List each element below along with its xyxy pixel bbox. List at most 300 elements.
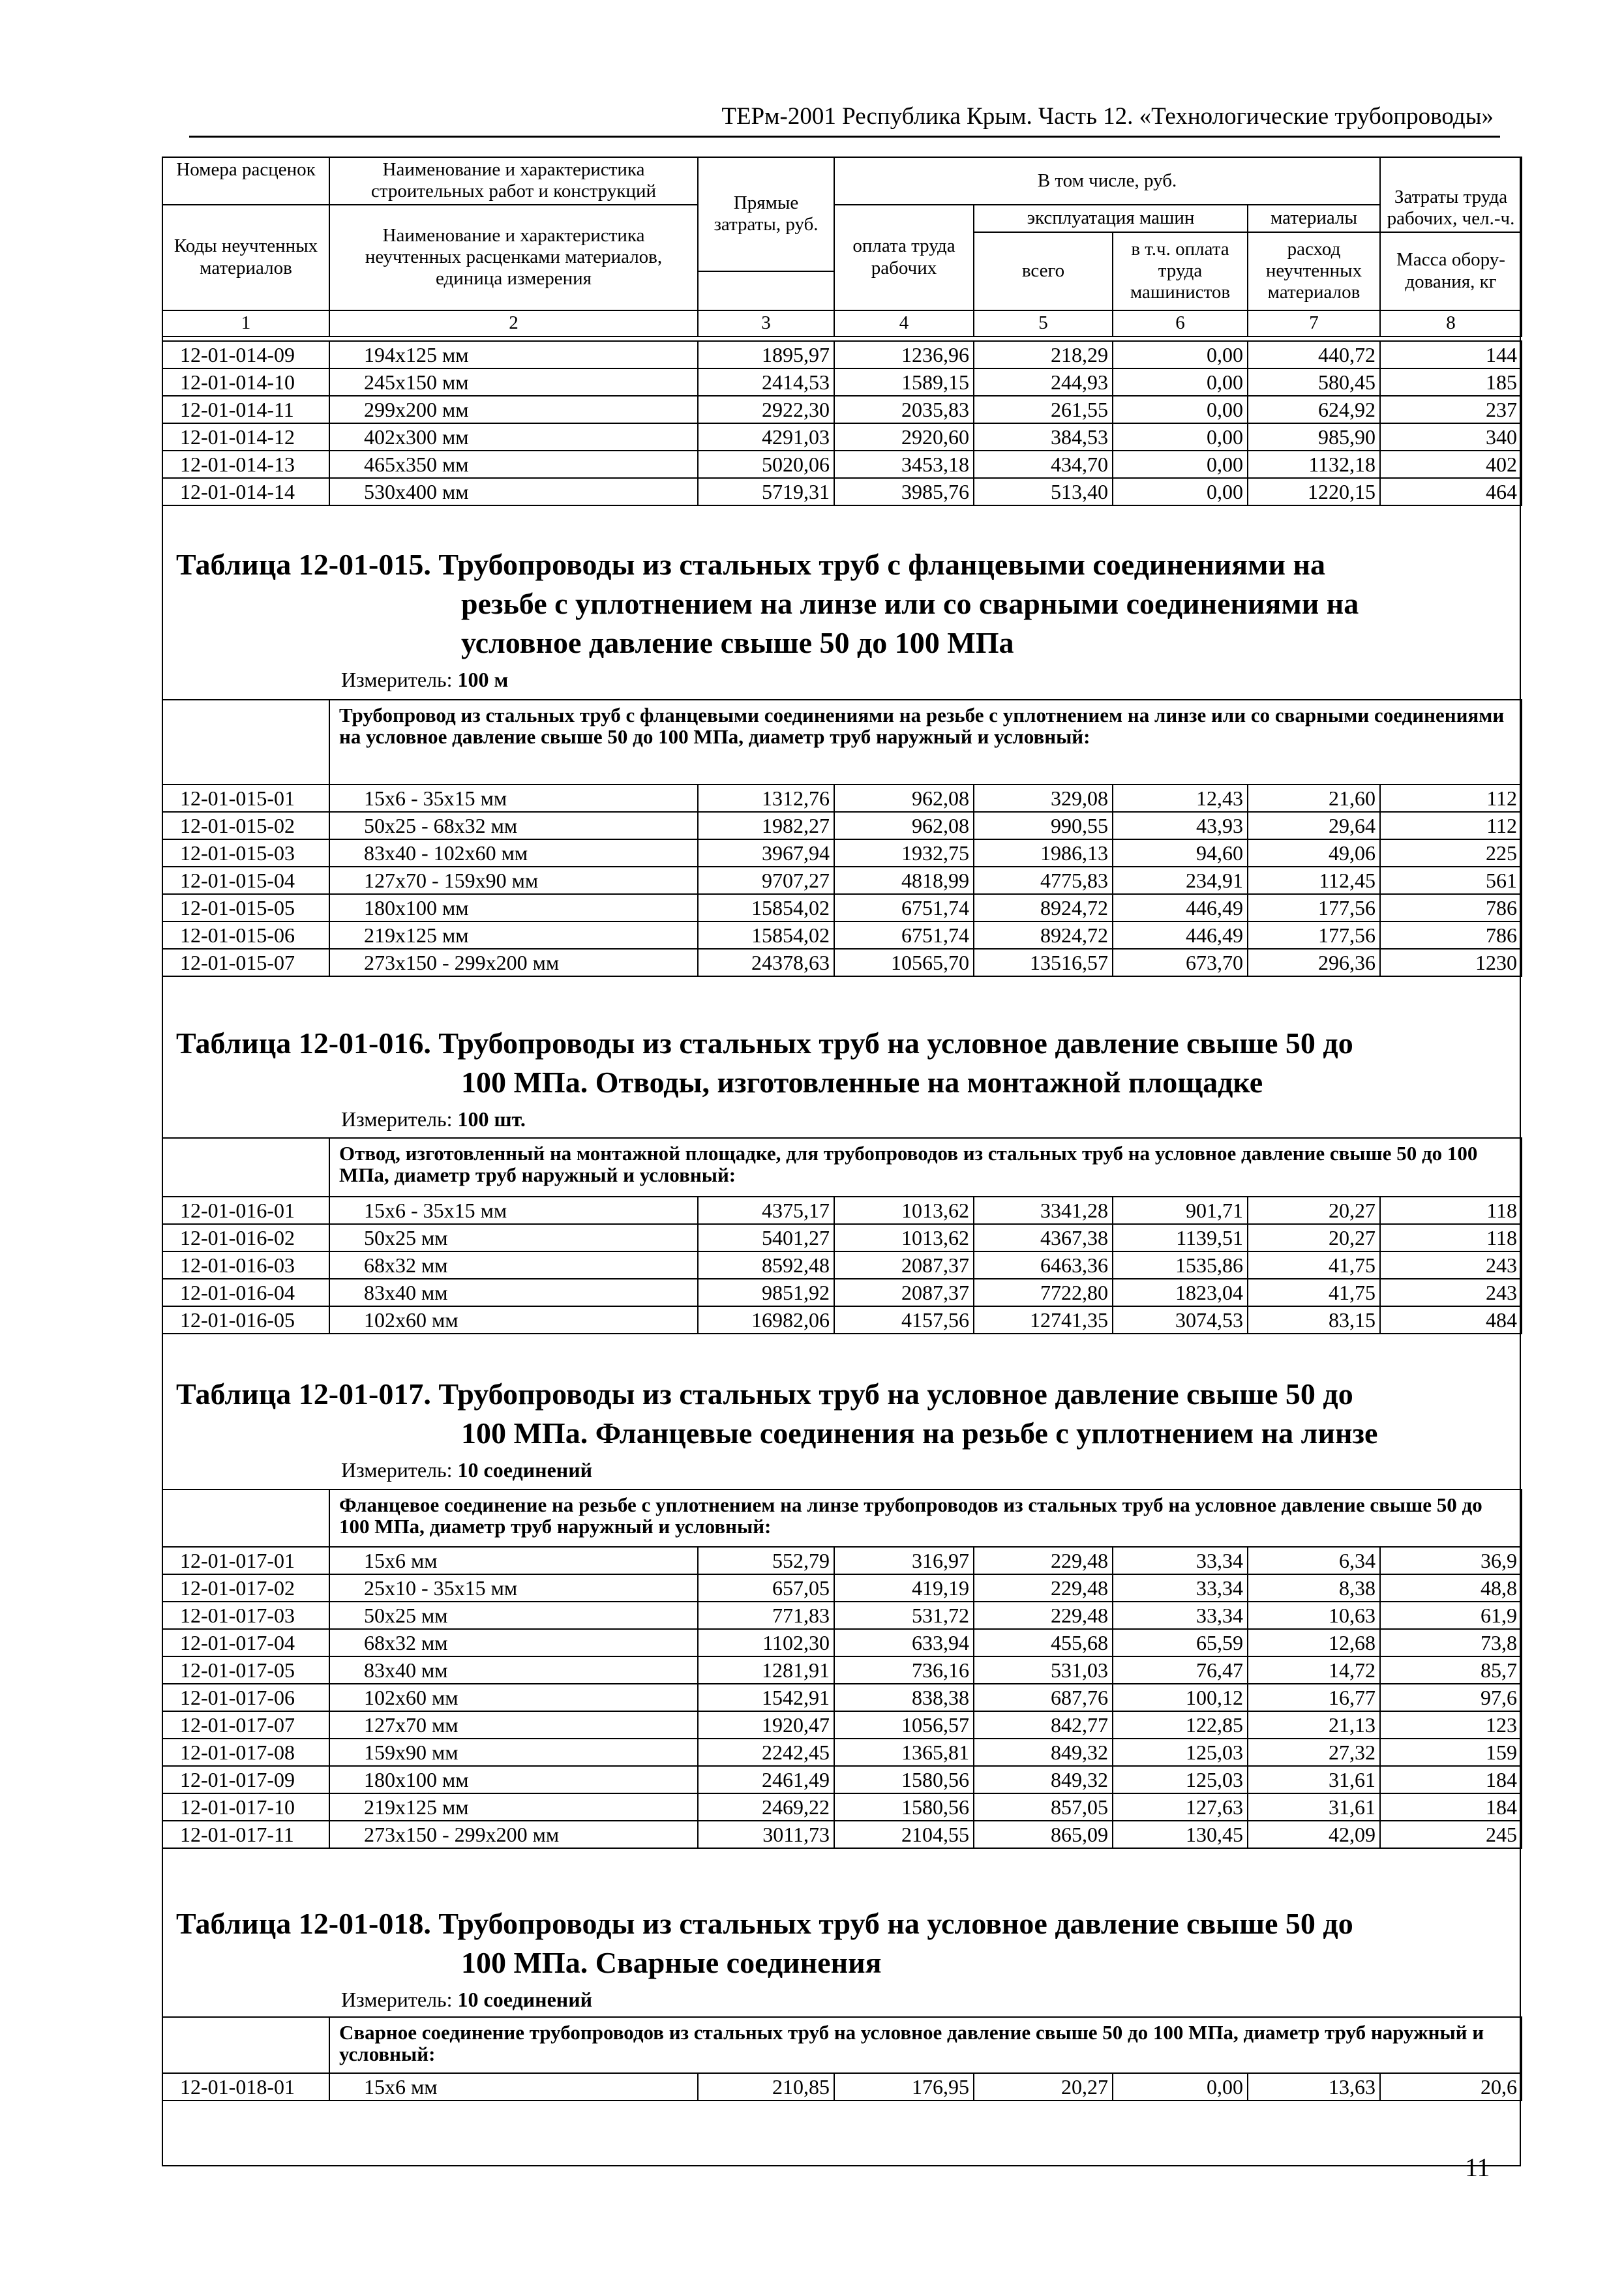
direct-costs-cell: 657,05 — [698, 1574, 834, 1602]
section-title — [176, 545, 1507, 663]
rate-code-cell: 12-01-014-09 — [162, 341, 329, 368]
work-name-cell: 68x32 мм — [329, 1629, 698, 1656]
rate-code-cell: 12-01-015-04 — [162, 867, 329, 894]
table-row — [162, 1197, 1522, 1224]
section-12-01-015 — [176, 545, 1507, 692]
labor-costs-cell: 243 — [1380, 1251, 1522, 1279]
section-title — [176, 1375, 1507, 1453]
section-title-line: Таблица 12-01-017. Трубопроводы из стальных труб на условное давление свыше 50 до — [176, 1377, 1353, 1411]
materials-cell: 21,13 — [1248, 1711, 1380, 1739]
driver-pay-cell: 0,00 — [1113, 2073, 1248, 2101]
table-row — [162, 1821, 1522, 1848]
machines-total-cell: 857,05 — [974, 1793, 1113, 1821]
worker-pay-cell: 4157,56 — [834, 1306, 974, 1334]
name-materials-header: Наименование и характеристика неучтенных расценками материалов, единица измерения — [329, 205, 698, 310]
direct-costs-header-spacer — [698, 271, 834, 310]
section-title-line: Таблица 12-01-018. Трубопроводы из стальных труб на условное давление свыше 50 до — [176, 1907, 1353, 1940]
work-name-cell: 465x350 мм — [329, 451, 698, 478]
labor-costs-cell: 184 — [1380, 1766, 1522, 1793]
work-name-cell: 83x40 мм — [329, 1656, 698, 1684]
measure-value: 100 шт. — [457, 1107, 526, 1131]
driver-pay-cell: 901,71 — [1113, 1197, 1248, 1224]
rate-code-cell: 12-01-015-01 — [162, 785, 329, 812]
table-description: Трубопровод из стальных труб с фланцевыми соединениями на резьбе с уплотнением на линзе или со сварными соединениями на условное давление свыше 50 до 100 МПа, диаметр труб наружный и условный: — [329, 700, 1522, 785]
section-title — [176, 1904, 1507, 1982]
worker-pay-cell: 1580,56 — [834, 1766, 974, 1793]
driver-pay-cell: 33,34 — [1113, 1602, 1248, 1629]
work-name-cell: 219x125 мм — [329, 921, 698, 949]
labor-costs-cell: 184 — [1380, 1793, 1522, 1821]
table-row — [162, 1602, 1522, 1629]
driver-pay-cell: 33,34 — [1113, 1547, 1248, 1574]
measure-value: 100 м — [457, 668, 509, 691]
table-row — [162, 1766, 1522, 1793]
table-row — [162, 1793, 1522, 1821]
labor-costs-cell: 97,6 — [1380, 1684, 1522, 1711]
worker-pay-cell: 3985,76 — [834, 478, 974, 505]
direct-costs-header: Прямые затраты, руб. — [698, 157, 834, 271]
section-title-line: условное давление свыше 50 до 100 МПа — [461, 626, 1014, 659]
table-row — [162, 451, 1522, 478]
machines-total-cell: 218,29 — [974, 341, 1113, 368]
section-title — [176, 1024, 1507, 1102]
driver-pay-cell: 446,49 — [1113, 921, 1248, 949]
machines-total-cell: 8924,72 — [974, 921, 1113, 949]
direct-costs-cell: 2461,49 — [698, 1766, 834, 1793]
driver-pay-cell: 446,49 — [1113, 894, 1248, 921]
worker-pay-cell: 1236,96 — [834, 341, 974, 368]
table-row — [162, 1684, 1522, 1711]
worker-pay-cell: 2920,60 — [834, 423, 974, 451]
description-code-cell — [162, 1138, 329, 1197]
direct-costs-cell: 9707,27 — [698, 867, 834, 894]
rate-code-cell: 12-01-017-09 — [162, 1766, 329, 1793]
work-name-cell: 102x60 мм — [329, 1306, 698, 1334]
table-12-01-017 — [162, 1489, 1522, 1849]
worker-pay-cell: 962,08 — [834, 785, 974, 812]
table-description: Сварное соединение трубопроводов из стальных труб на условное давление свыше 50 до 100 МПа, диаметр труб наружный и условный: — [329, 2017, 1522, 2073]
section-title-line: 100 МПа. Сварные соединения — [461, 1946, 882, 1979]
driver-pay-cell: 0,00 — [1113, 341, 1248, 368]
labor-costs-cell: 36,9 — [1380, 1547, 1522, 1574]
rate-numbers-header: Номера расценок — [162, 157, 329, 205]
driver-pay-cell: 130,45 — [1113, 1821, 1248, 1848]
direct-costs-cell: 16982,06 — [698, 1306, 834, 1334]
table-row — [162, 396, 1522, 423]
machines-total-cell: 384,53 — [974, 423, 1113, 451]
direct-costs-cell: 5719,31 — [698, 478, 834, 505]
direct-costs-cell: 24378,63 — [698, 949, 834, 976]
materials-cell: 580,45 — [1248, 368, 1380, 396]
worker-pay-cell: 3453,18 — [834, 451, 974, 478]
rate-code-cell: 12-01-015-03 — [162, 839, 329, 867]
work-name-cell: 194x125 мм — [329, 341, 698, 368]
rate-code-cell: 12-01-017-08 — [162, 1739, 329, 1766]
direct-costs-cell: 210,85 — [698, 2073, 834, 2101]
labor-costs-cell: 237 — [1380, 396, 1522, 423]
machines-total-header: всего — [974, 232, 1113, 310]
rate-code-cell: 12-01-014-12 — [162, 423, 329, 451]
driver-pay-cell: 65,59 — [1113, 1629, 1248, 1656]
direct-costs-cell: 4291,03 — [698, 423, 834, 451]
machines-total-cell: 261,55 — [974, 396, 1113, 423]
rate-code-cell: 12-01-017-07 — [162, 1711, 329, 1739]
rate-code-cell: 12-01-016-02 — [162, 1224, 329, 1251]
table-row — [162, 949, 1522, 976]
direct-costs-cell: 1542,91 — [698, 1684, 834, 1711]
worker-pay-cell: 838,38 — [834, 1684, 974, 1711]
machines-total-cell: 455,68 — [974, 1629, 1113, 1656]
worker-pay-header: оплата труда рабочих — [834, 205, 974, 310]
unaccounted-materials-header: расход неучтенных материалов — [1248, 232, 1380, 310]
worker-pay-cell: 531,72 — [834, 1602, 974, 1629]
section-12-01-017 — [176, 1375, 1507, 1482]
materials-cell: 31,61 — [1248, 1766, 1380, 1793]
column-number: 2 — [329, 310, 698, 337]
work-name-cell: 127x70 - 159x90 мм — [329, 867, 698, 894]
table-row — [162, 921, 1522, 949]
materials-cell: 12,68 — [1248, 1629, 1380, 1656]
table-row — [162, 478, 1522, 505]
driver-pay-cell: 1823,04 — [1113, 1279, 1248, 1306]
rate-code-cell: 12-01-014-10 — [162, 368, 329, 396]
column-number: 8 — [1380, 310, 1522, 337]
driver-pay-header: в т.ч. оплата труда машинистов — [1113, 232, 1248, 310]
direct-costs-cell: 15854,02 — [698, 894, 834, 921]
materials-cell: 1132,18 — [1248, 451, 1380, 478]
work-name-cell: 180x100 мм — [329, 1766, 698, 1793]
materials-cell: 440,72 — [1248, 341, 1380, 368]
including-header: В том числе, руб. — [834, 157, 1380, 205]
table-row — [162, 1306, 1522, 1334]
table-description: Отвод, изготовленный на монтажной площадке, для трубопроводов из стальных труб на условное давление свыше 50 до 100 МПа, диаметр труб наружный и условный: — [329, 1138, 1522, 1197]
labor-costs-cell: 561 — [1380, 867, 1522, 894]
rate-code-cell: 12-01-014-13 — [162, 451, 329, 478]
worker-pay-cell: 1580,56 — [834, 1793, 974, 1821]
table-row — [162, 423, 1522, 451]
worker-pay-cell: 962,08 — [834, 812, 974, 839]
machines-total-cell: 244,93 — [974, 368, 1113, 396]
direct-costs-cell: 771,83 — [698, 1602, 834, 1629]
driver-pay-cell: 100,12 — [1113, 1684, 1248, 1711]
worker-pay-cell: 1013,62 — [834, 1224, 974, 1251]
work-name-cell: 402x300 мм — [329, 423, 698, 451]
direct-costs-cell: 9851,92 — [698, 1279, 834, 1306]
work-name-cell: 273x150 - 299x200 мм — [329, 949, 698, 976]
table-description: Фланцевое соединение на резьбе с уплотнением на линзе трубопроводов из стальных труб на условное давление свыше 50 до 100 МПа, диаметр труб наружный и условный: — [329, 1489, 1522, 1547]
measure-label: Измеритель: — [341, 1458, 453, 1482]
direct-costs-cell: 1102,30 — [698, 1629, 834, 1656]
machines-total-cell: 3341,28 — [974, 1197, 1113, 1224]
labor-costs-cell: 20,6 — [1380, 2073, 1522, 2101]
worker-pay-cell: 2104,55 — [834, 1821, 974, 1848]
worker-pay-cell: 316,97 — [834, 1547, 974, 1574]
rate-code-cell: 12-01-015-02 — [162, 812, 329, 839]
worker-pay-cell: 1365,81 — [834, 1739, 974, 1766]
labor-costs-cell: 464 — [1380, 478, 1522, 505]
driver-pay-cell: 12,43 — [1113, 785, 1248, 812]
direct-costs-cell: 2414,53 — [698, 368, 834, 396]
work-name-cell: 25x10 - 35x15 мм — [329, 1574, 698, 1602]
materials-cell: 6,34 — [1248, 1547, 1380, 1574]
labor-costs-cell: 225 — [1380, 839, 1522, 867]
measure-label: Измеритель: — [341, 1107, 453, 1131]
worker-pay-cell: 633,94 — [834, 1629, 974, 1656]
driver-pay-cell: 673,70 — [1113, 949, 1248, 976]
materials-cell: 20,27 — [1248, 1224, 1380, 1251]
table-row — [162, 2073, 1522, 2101]
driver-pay-cell: 125,03 — [1113, 1739, 1248, 1766]
work-name-cell: 180x100 мм — [329, 894, 698, 921]
header-title: ТЕРм-2001 Республика Крым. Часть 12. «Технологические трубопроводы» — [721, 103, 1494, 130]
machines-total-cell: 531,03 — [974, 1656, 1113, 1684]
worker-pay-cell: 10565,70 — [834, 949, 974, 976]
table-12-01-016 — [162, 1137, 1522, 1334]
description-code-cell — [162, 700, 329, 785]
labor-costs-cell: 243 — [1380, 1279, 1522, 1306]
driver-pay-cell: 125,03 — [1113, 1766, 1248, 1793]
table-row — [162, 1279, 1522, 1306]
materials-cell: 13,63 — [1248, 2073, 1380, 2101]
rate-code-cell: 12-01-017-10 — [162, 1793, 329, 1821]
driver-pay-cell: 0,00 — [1113, 478, 1248, 505]
labor-costs-cell: 118 — [1380, 1197, 1522, 1224]
rate-code-cell: 12-01-016-01 — [162, 1197, 329, 1224]
rate-code-cell: 12-01-014-14 — [162, 478, 329, 505]
direct-costs-cell: 552,79 — [698, 1547, 834, 1574]
materials-cell: 41,75 — [1248, 1279, 1380, 1306]
work-name-cell: 15x6 - 35x15 мм — [329, 1197, 698, 1224]
direct-costs-cell: 2469,22 — [698, 1793, 834, 1821]
work-name-cell: 15x6 мм — [329, 1547, 698, 1574]
materials-cell: 296,36 — [1248, 949, 1380, 976]
driver-pay-cell: 33,34 — [1113, 1574, 1248, 1602]
driver-pay-cell: 76,47 — [1113, 1656, 1248, 1684]
machines-total-cell: 12741,35 — [974, 1306, 1113, 1334]
driver-pay-cell: 0,00 — [1113, 451, 1248, 478]
section-title-line: Таблица 12-01-015. Трубопроводы из стальных труб с фланцевыми соединениями на — [176, 548, 1325, 581]
machines-total-cell: 13516,57 — [974, 949, 1113, 976]
worker-pay-cell: 6751,74 — [834, 894, 974, 921]
column-number: 7 — [1248, 310, 1380, 337]
work-name-cell: 219x125 мм — [329, 1793, 698, 1821]
worker-pay-cell: 736,16 — [834, 1656, 974, 1684]
materials-cell: 31,61 — [1248, 1793, 1380, 1821]
table-row — [162, 1574, 1522, 1602]
measure — [341, 668, 1507, 692]
page-header — [189, 97, 1500, 138]
measure-label: Измеритель: — [341, 668, 453, 691]
work-name-cell: 15x6 мм — [329, 2073, 698, 2101]
materials-cell: 20,27 — [1248, 1197, 1380, 1224]
machines-total-cell: 513,40 — [974, 478, 1113, 505]
table-row — [162, 368, 1522, 396]
work-name-cell: 15x6 - 35x15 мм — [329, 785, 698, 812]
machines-total-cell: 1986,13 — [974, 839, 1113, 867]
work-name-cell: 83x40 мм — [329, 1279, 698, 1306]
driver-pay-cell: 127,63 — [1113, 1793, 1248, 1821]
table-row — [162, 1224, 1522, 1251]
driver-pay-cell: 43,93 — [1113, 812, 1248, 839]
work-name-cell: 159x90 мм — [329, 1739, 698, 1766]
table-row — [162, 839, 1522, 867]
column-number: 3 — [698, 310, 834, 337]
measure-label: Измеритель: — [341, 1988, 453, 2011]
labor-costs-cell: 402 — [1380, 451, 1522, 478]
section-title-line: резьбе с уплотнением на линзе или со сварными соединениями на — [461, 587, 1359, 620]
machines-total-cell: 865,09 — [974, 1821, 1113, 1848]
materials-cell: 29,64 — [1248, 812, 1380, 839]
machines-header: эксплуатация машин — [974, 205, 1248, 232]
table-12-01-018 — [162, 2016, 1522, 2101]
column-numbers-row — [162, 310, 1522, 337]
machines-total-cell: 329,08 — [974, 785, 1113, 812]
table-row — [162, 1251, 1522, 1279]
machines-total-cell: 8924,72 — [974, 894, 1113, 921]
materials-cell: 27,32 — [1248, 1739, 1380, 1766]
table-row — [162, 785, 1522, 812]
machines-total-cell: 849,32 — [974, 1739, 1113, 1766]
labor-costs-cell: 61,9 — [1380, 1602, 1522, 1629]
rate-code-cell: 12-01-016-03 — [162, 1251, 329, 1279]
work-name-cell: 68x32 мм — [329, 1251, 698, 1279]
direct-costs-cell: 1281,91 — [698, 1656, 834, 1684]
table-12-01-014-rows — [162, 340, 1522, 506]
work-name-cell: 273x150 - 299x200 мм — [329, 1821, 698, 1848]
column-header-table — [162, 157, 1522, 337]
work-name-cell: 127x70 мм — [329, 1711, 698, 1739]
direct-costs-cell: 3011,73 — [698, 1821, 834, 1848]
section-title-line: 100 МПа. Отводы, изготовленные на монтажной площадке — [461, 1066, 1263, 1099]
materials-cell: 14,72 — [1248, 1656, 1380, 1684]
materials-cell: 16,77 — [1248, 1684, 1380, 1711]
labor-costs-cell: 112 — [1380, 812, 1522, 839]
description-code-cell — [162, 2017, 329, 2073]
rate-code-cell: 12-01-015-05 — [162, 894, 329, 921]
column-number: 1 — [162, 310, 329, 337]
labor-costs-cell: 123 — [1380, 1711, 1522, 1739]
table-row — [162, 1656, 1522, 1684]
machines-total-cell: 4775,83 — [974, 867, 1113, 894]
materials-cell: 21,60 — [1248, 785, 1380, 812]
materials-cell: 985,90 — [1248, 423, 1380, 451]
labor-costs-cell: 85,7 — [1380, 1656, 1522, 1684]
rate-code-cell: 12-01-017-11 — [162, 1821, 329, 1848]
labor-costs-cell: 1230 — [1380, 949, 1522, 976]
measure — [341, 1107, 1507, 1131]
rate-code-cell: 12-01-017-06 — [162, 1684, 329, 1711]
labor-costs-header: Затраты труда рабочих, чел.-ч. — [1380, 157, 1522, 232]
measure-value: 10 соединений — [457, 1458, 593, 1482]
machines-total-cell: 229,48 — [974, 1547, 1113, 1574]
labor-costs-cell: 786 — [1380, 921, 1522, 949]
machines-total-cell: 20,27 — [974, 2073, 1113, 2101]
worker-pay-cell: 419,19 — [834, 1574, 974, 1602]
direct-costs-cell: 4375,17 — [698, 1197, 834, 1224]
materials-cell: 624,92 — [1248, 396, 1380, 423]
rate-code-cell: 12-01-016-05 — [162, 1306, 329, 1334]
work-name-cell: 299x200 мм — [329, 396, 698, 423]
rate-code-cell: 12-01-017-05 — [162, 1656, 329, 1684]
labor-costs-cell: 786 — [1380, 894, 1522, 921]
worker-pay-cell: 176,95 — [834, 2073, 974, 2101]
worker-pay-cell: 4818,99 — [834, 867, 974, 894]
rate-code-cell: 12-01-016-04 — [162, 1279, 329, 1306]
materials-cell: 177,56 — [1248, 894, 1380, 921]
work-name-cell: 50x25 мм — [329, 1602, 698, 1629]
direct-costs-cell: 8592,48 — [698, 1251, 834, 1279]
table-row — [162, 1629, 1522, 1656]
materials-cell: 83,15 — [1248, 1306, 1380, 1334]
labor-costs-cell: 484 — [1380, 1306, 1522, 1334]
worker-pay-cell: 1932,75 — [834, 839, 974, 867]
materials-cell: 42,09 — [1248, 1821, 1380, 1848]
equipment-mass-header: Масса обору-дования, кг — [1380, 232, 1522, 310]
table-row — [162, 894, 1522, 921]
worker-pay-cell: 6751,74 — [834, 921, 974, 949]
labor-costs-cell: 112 — [1380, 785, 1522, 812]
worker-pay-cell: 1013,62 — [834, 1197, 974, 1224]
materials-header: материалы — [1248, 205, 1380, 232]
section-title-line: 100 МПа. Фланцевые соединения на резьбе с уплотнением на линзе — [461, 1416, 1378, 1450]
work-name-cell: 50x25 мм — [329, 1224, 698, 1251]
page-number: 11 — [1465, 2153, 1490, 2182]
machines-total-cell: 687,76 — [974, 1684, 1113, 1711]
column-number: 4 — [834, 310, 974, 337]
materials-cell: 1220,15 — [1248, 478, 1380, 505]
machines-total-cell: 7722,80 — [974, 1279, 1113, 1306]
direct-costs-cell: 2242,45 — [698, 1739, 834, 1766]
driver-pay-cell: 0,00 — [1113, 423, 1248, 451]
labor-costs-cell: 144 — [1380, 341, 1522, 368]
name-works-header: Наименование и характеристика строительных работ и конструкций — [329, 157, 698, 205]
work-name-cell: 102x60 мм — [329, 1684, 698, 1711]
driver-pay-cell: 1139,51 — [1113, 1224, 1248, 1251]
measure — [341, 1988, 1507, 2012]
rate-code-cell: 12-01-017-01 — [162, 1547, 329, 1574]
direct-costs-cell: 3967,94 — [698, 839, 834, 867]
machines-total-cell: 849,32 — [974, 1766, 1113, 1793]
worker-pay-cell: 2035,83 — [834, 396, 974, 423]
labor-costs-cell: 159 — [1380, 1739, 1522, 1766]
driver-pay-cell: 94,60 — [1113, 839, 1248, 867]
section-12-01-018 — [176, 1904, 1507, 2012]
driver-pay-cell: 3074,53 — [1113, 1306, 1248, 1334]
driver-pay-cell: 0,00 — [1113, 368, 1248, 396]
machines-total-cell: 229,48 — [974, 1574, 1113, 1602]
materials-cell: 112,45 — [1248, 867, 1380, 894]
column-number: 6 — [1113, 310, 1248, 337]
materials-cell: 41,75 — [1248, 1251, 1380, 1279]
table-row — [162, 1711, 1522, 1739]
driver-pay-cell: 234,91 — [1113, 867, 1248, 894]
table-12-01-015 — [162, 699, 1522, 977]
description-code-cell — [162, 1489, 329, 1547]
labor-costs-cell: 245 — [1380, 1821, 1522, 1848]
worker-pay-cell: 1056,57 — [834, 1711, 974, 1739]
worker-pay-cell: 2087,37 — [834, 1251, 974, 1279]
direct-costs-cell: 15854,02 — [698, 921, 834, 949]
column-number: 5 — [974, 310, 1113, 337]
direct-costs-cell: 1920,47 — [698, 1711, 834, 1739]
machines-total-cell: 842,77 — [974, 1711, 1113, 1739]
direct-costs-cell: 2922,30 — [698, 396, 834, 423]
materials-cell: 177,56 — [1248, 921, 1380, 949]
materials-cell: 10,63 — [1248, 1602, 1380, 1629]
machines-total-cell: 990,55 — [974, 812, 1113, 839]
driver-pay-cell: 122,85 — [1113, 1711, 1248, 1739]
rate-code-cell: 12-01-018-01 — [162, 2073, 329, 2101]
